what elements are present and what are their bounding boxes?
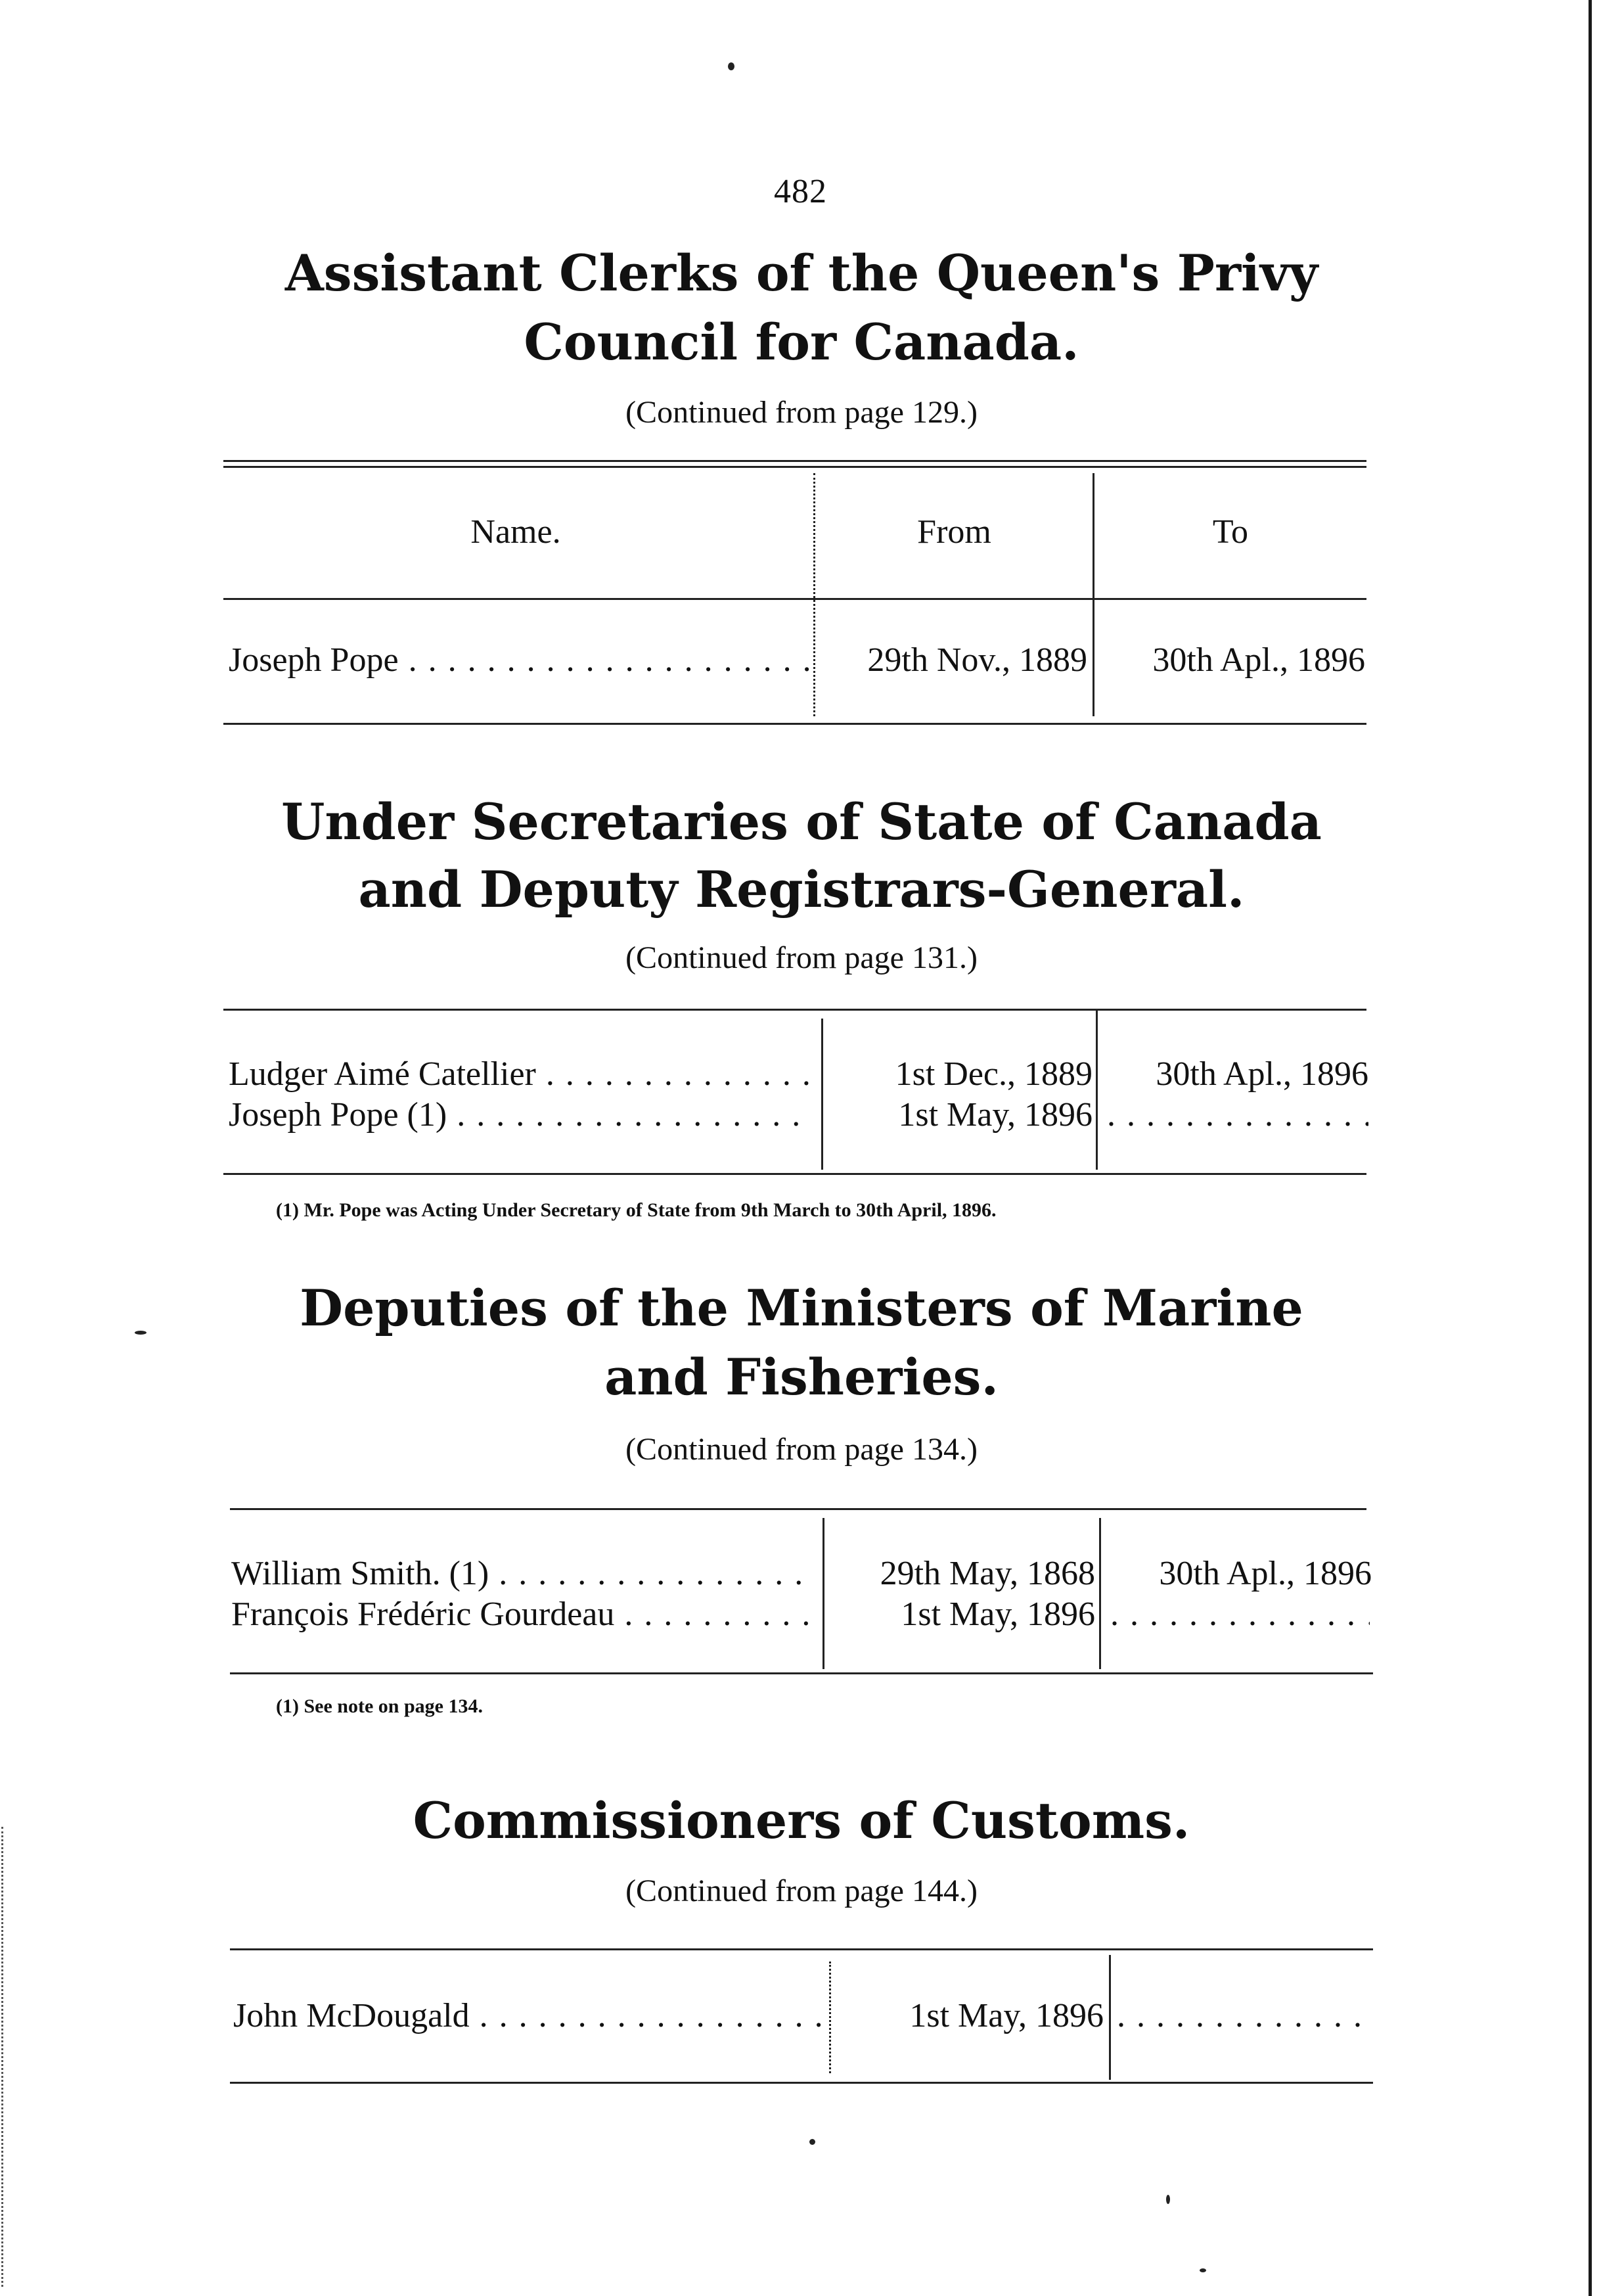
section-continued-note: (Continued from page 131.): [625, 940, 978, 975]
table-column-divider: [1099, 1518, 1101, 1669]
table-column-divider: [821, 1019, 823, 1170]
table-row-to: 30th Apl., 1896: [1152, 641, 1365, 679]
section-title-marine-fisheries-line-1: Deputies of the Ministers of Marine: [300, 1279, 1303, 1337]
table-column-divider: [823, 1518, 824, 1669]
table-top-rule: [223, 460, 1366, 468]
column-header-to: To: [1212, 513, 1249, 551]
table-top-rule: [230, 1508, 1366, 1510]
table-row-to: [1110, 1595, 1370, 1634]
table-column-divider: [813, 473, 815, 716]
page-number: 482: [774, 173, 827, 210]
table-row-from: 29th May, 1868: [880, 1555, 1095, 1592]
table-row-name: John McDougald . . .: [233, 1996, 821, 2036]
table-row-from: 1st May, 1896: [909, 1997, 1104, 2034]
table-header-rule: [223, 598, 1366, 600]
table-row-to: 30th Apl., 1896: [1159, 1555, 1372, 1592]
table-bottom-rule: [223, 723, 1366, 725]
table-column-divider: [1109, 1955, 1111, 2080]
scan-speck: [728, 62, 734, 70]
table-top-rule: [223, 1009, 1366, 1011]
table-column-divider: [1093, 473, 1094, 716]
table-row-name: Joseph Pope . . .: [229, 641, 813, 680]
table-column-divider: [829, 1962, 831, 2073]
table-bottom-rule: [223, 1173, 1366, 1175]
section-continued-note: (Continued from page 129.): [625, 395, 978, 430]
table-row-from: 1st May, 1896: [901, 1596, 1095, 1633]
table-column-divider: [1096, 1009, 1098, 1170]
scan-speck: [1200, 2268, 1206, 2272]
section-title-customs: Commissioners of Customs.: [413, 1791, 1190, 1850]
table-bottom-rule: [230, 2082, 1373, 2084]
section-title-marine-fisheries-line-2: and Fisheries.: [604, 1348, 999, 1406]
footnote: (1) See note on page 134.: [276, 1695, 483, 1717]
table-row-from: 1st Dec., 1889: [895, 1055, 1093, 1093]
section-title-under-secretaries-line-2: and Deputy Registrars-General.: [358, 860, 1245, 919]
table-row-name: Joseph Pope (1) . . .: [229, 1095, 813, 1135]
table-row-to: [1107, 1095, 1368, 1135]
column-header-name: Name.: [470, 513, 561, 551]
table-row-to: 30th Apl., 1896: [1156, 1055, 1368, 1093]
table-row-from: 1st May, 1896: [898, 1096, 1093, 1134]
page-edge-shadow: [1589, 0, 1592, 2296]
table-top-rule: [230, 1948, 1373, 1950]
scan-speck: [1166, 2195, 1170, 2204]
table-row-name: François Frédéric Gourdeau . . .: [231, 1595, 816, 1634]
section-title-under-secretaries-line-1: Under Secretaries of State of Canada: [281, 792, 1322, 851]
section-title-assistant-clerks-line-1: Assistant Clerks of the Queen's Privy: [284, 244, 1319, 302]
page-edge-dots: [1, 1827, 5, 2287]
table-bottom-rule: [230, 1672, 1373, 1674]
section-continued-note: (Continued from page 144.): [625, 1873, 978, 1908]
column-header-from: From: [917, 513, 991, 551]
table-row-name: William Smith. (1) . . .: [231, 1554, 816, 1594]
table-row-from: 29th Nov., 1889: [867, 641, 1087, 679]
footnote: (1) Mr. Pope was Acting Under Secretary of State from 9th March to 30th April, 1896.: [276, 1199, 997, 1221]
section-continued-note: (Continued from page 134.): [625, 1432, 978, 1467]
table-row-name: Ludger Aimé Catellier . . .: [229, 1055, 813, 1094]
table-row-to: [1117, 1996, 1372, 2036]
scan-speck: [809, 2139, 815, 2145]
section-title-assistant-clerks-line-2: Council for Canada.: [524, 313, 1079, 371]
scan-speck: [135, 1331, 147, 1335]
